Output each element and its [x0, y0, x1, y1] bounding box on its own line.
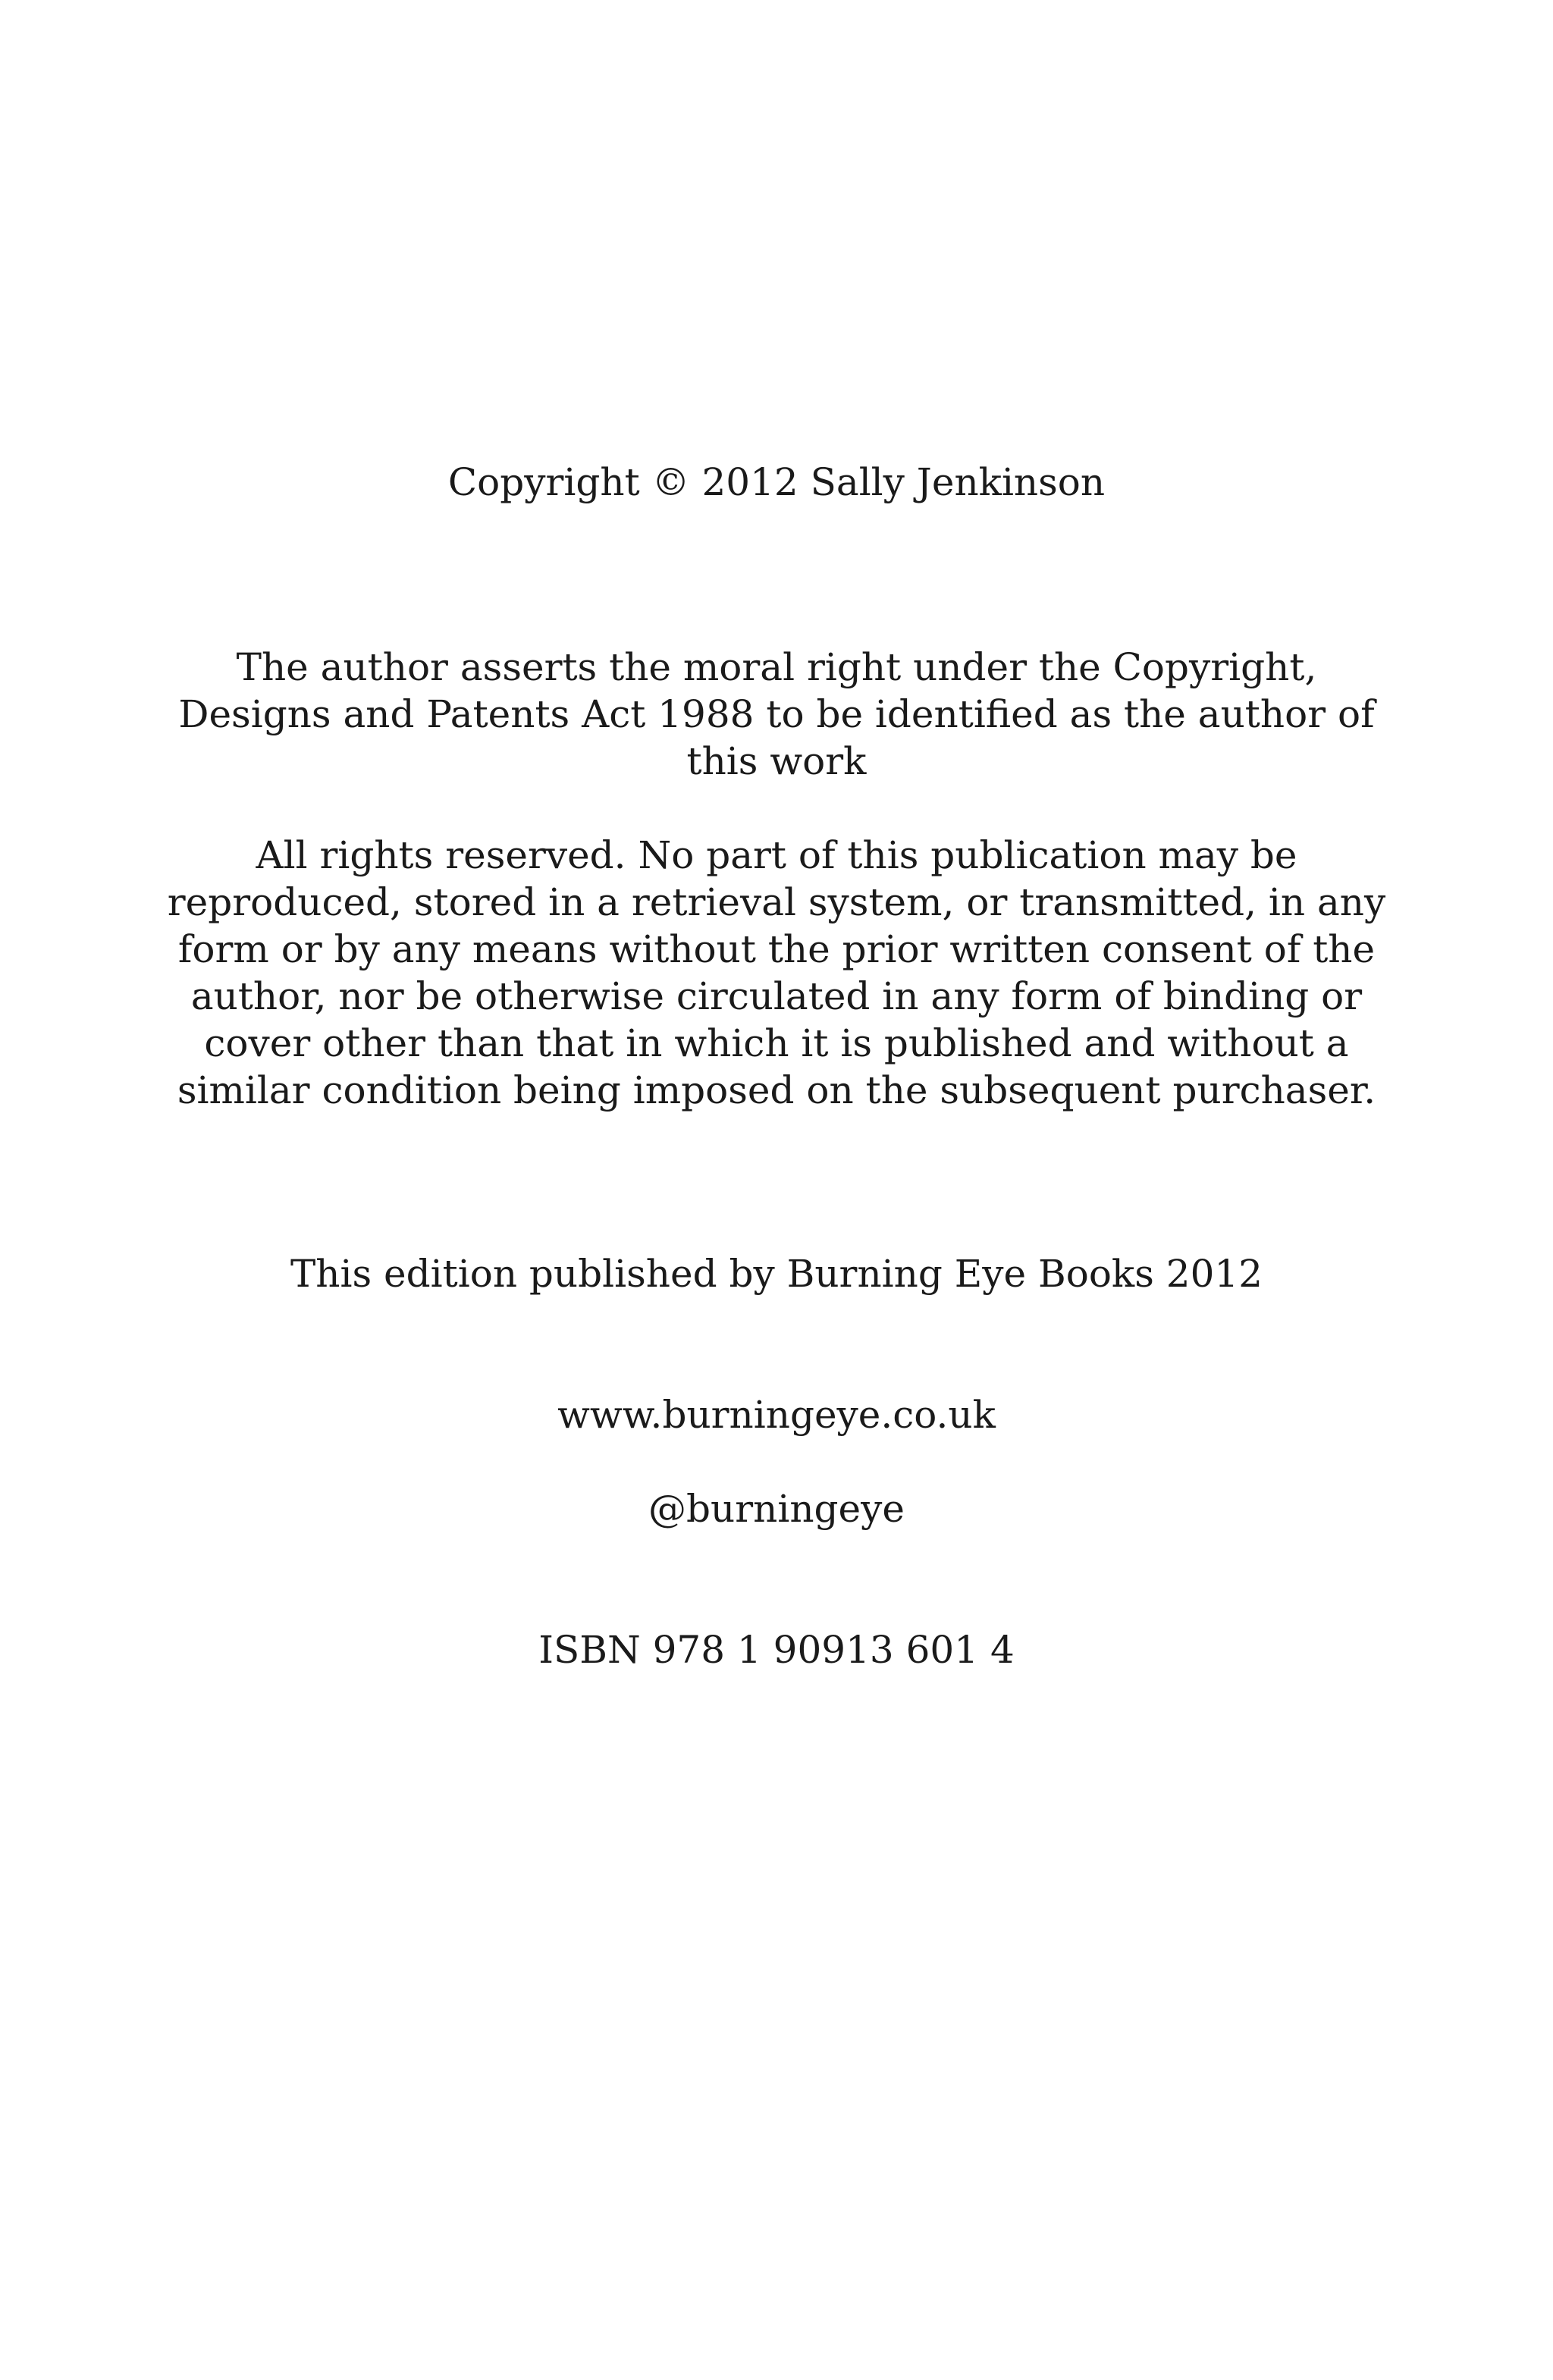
publisher-social-handle: @burningeye	[648, 1487, 905, 1531]
isbn: ISBN 978 1 90913 601 4	[538, 1628, 1015, 1672]
rights-reserved-line: form or by any means without the prior written consent of the	[177, 927, 1376, 971]
rights-reserved-line: All rights reserved. No part of this publication may be	[256, 833, 1297, 877]
publisher-website: www.burningeye.co.uk	[557, 1393, 996, 1437]
moral-right-line: The author asserts the moral right under the Copyright,	[236, 645, 1317, 689]
copyright-notice: Copyright © 2012 Sally Jenkinson	[447, 460, 1106, 504]
rights-reserved-line: reproduced, stored in a retrieval system, or transmitted, in any	[167, 880, 1386, 924]
rights-reserved-line: author, nor be otherwise circulated in any form of binding or	[190, 974, 1363, 1018]
moral-right-line: this work	[686, 739, 867, 783]
edition-statement: This edition published by Burning Eye Books 2012	[290, 1252, 1263, 1296]
rights-reserved-line: cover other than that in which it is published and without a	[204, 1021, 1349, 1065]
rights-reserved-line: similar condition being imposed on the subsequent purchaser.	[177, 1068, 1376, 1112]
moral-right-line: Designs and Patents Act 1988 to be identified as the author of	[178, 692, 1375, 736]
